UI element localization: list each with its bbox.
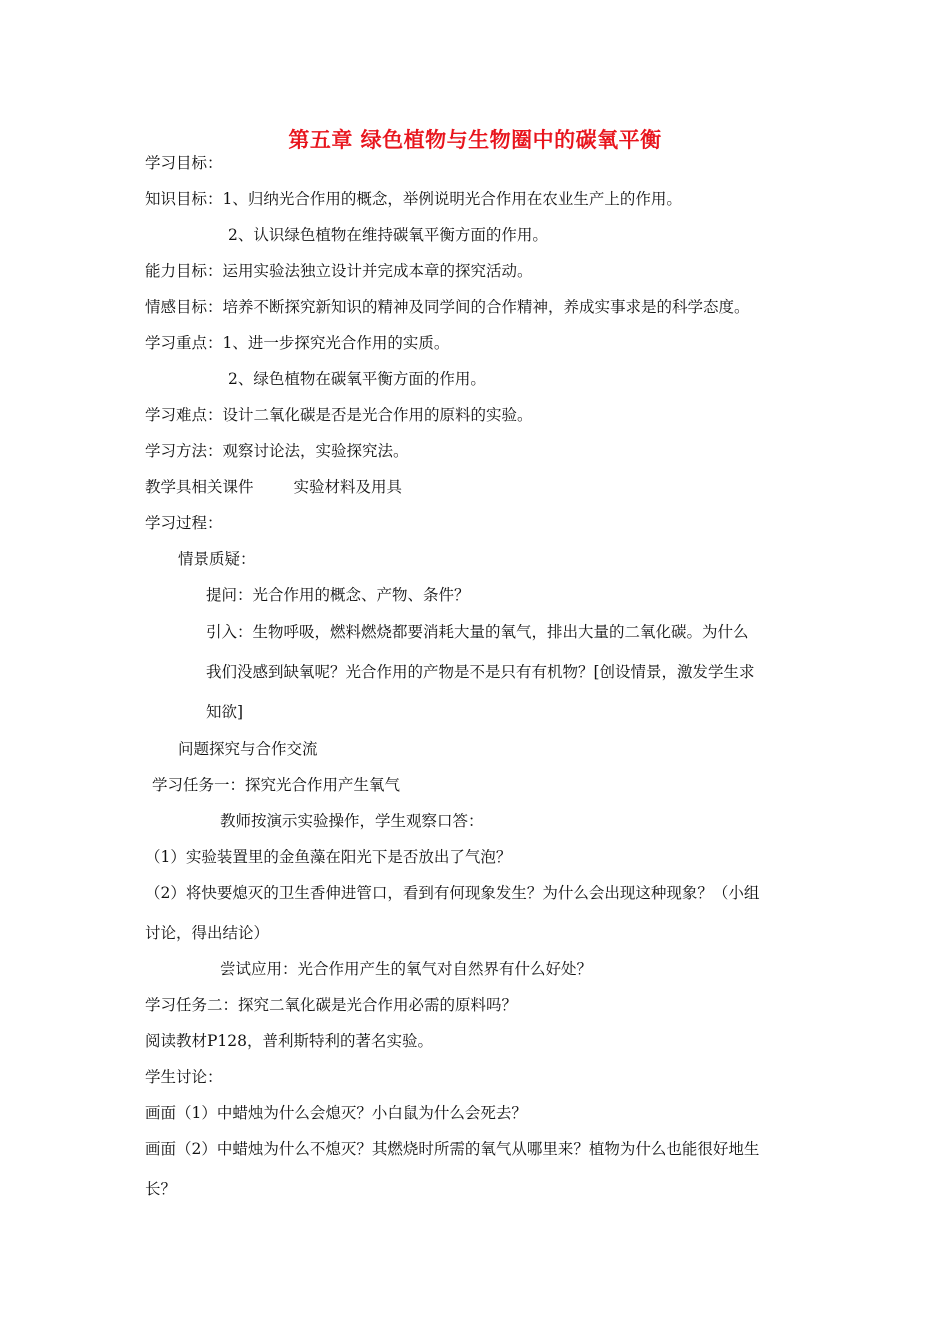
text-line: 学习任务一：探究光合作用产生氧气: [152, 776, 401, 794]
text-line: 学习过程：: [145, 514, 223, 532]
text-line: 学习方法：观察讨论法，实验探究法。: [145, 442, 409, 460]
text-line: 学习重点：1、进一步探究光合作用的实质。: [145, 334, 450, 352]
text-line: 学习任务二：探究二氧化碳是光合作用必需的原料吗？: [145, 996, 518, 1014]
text-line: 学习难点：设计二氧化碳是否是光合作用的原料的实验。: [145, 406, 533, 424]
materials-right: 实验材料及用具: [293, 478, 403, 496]
text-line: （1）实验装置里的金鱼藻在阳光下是否放出了气泡？: [145, 848, 512, 866]
text-line: 阅读教材P128，普利斯特利的著名实验。: [145, 1032, 434, 1050]
text-line: 引入：生物呼吸，燃料燃烧都要消耗大量的氧气，排出大量的二氧化碳。为什么: [206, 623, 749, 641]
text-line: 情感目标：培养不断探究新知识的精神及同学间的合作精神，养成实事求是的科学态度。: [145, 298, 750, 316]
text-line: 2、认识绿色植物在维持碳氧平衡方面的作用。: [228, 226, 548, 244]
text-line: 学生讨论：: [145, 1068, 223, 1086]
text-line: 情景质疑：: [178, 550, 256, 568]
materials-line: [145, 477, 402, 497]
text-line: 尝试应用：光合作用产生的氧气对自然界有什么好处？: [220, 960, 593, 978]
text-line: 我们没感到缺氧呢？光合作用的产物是不是只有有机物？[创设情景，激发学生求: [206, 663, 755, 681]
document-title: 第五章 绿色植物与生物圈中的碳氧平衡: [288, 128, 662, 152]
materials-left: 教学具相关课件: [145, 478, 254, 496]
text-line: 知欲]: [206, 703, 244, 721]
text-line: （2）将快要熄灭的卫生香伸进管口，看到有何现象发生？为什么会出现这种现象？（小组: [145, 884, 760, 902]
text-line: 讨论，得出结论）: [145, 924, 270, 942]
text-line: 教师按演示实验操作，学生观察口答：: [220, 812, 484, 830]
text-line: 2、绿色植物在碳氧平衡方面的作用。: [228, 370, 486, 388]
text-line: 提问：光合作用的概念、产物、条件？: [206, 586, 470, 604]
text-line: 画面（1）中蜡烛为什么会熄灭？小白鼠为什么会死去？: [145, 1104, 527, 1122]
text-line: 画面（2）中蜡烛为什么不熄灭？其燃烧时所需的氧气从哪里来？植物为什么也能很好地生: [145, 1140, 760, 1158]
text-line: 能力目标：运用实验法独立设计并完成本章的探究活动。: [145, 262, 533, 280]
text-line: 长？: [145, 1180, 177, 1198]
text-line: 学习目标：: [145, 154, 223, 172]
text-line: 知识目标：1、归纳光合作用的概念，举例说明光合作用在农业生产上的作用。: [145, 190, 682, 208]
text-line: 问题探究与合作交流: [178, 740, 318, 758]
